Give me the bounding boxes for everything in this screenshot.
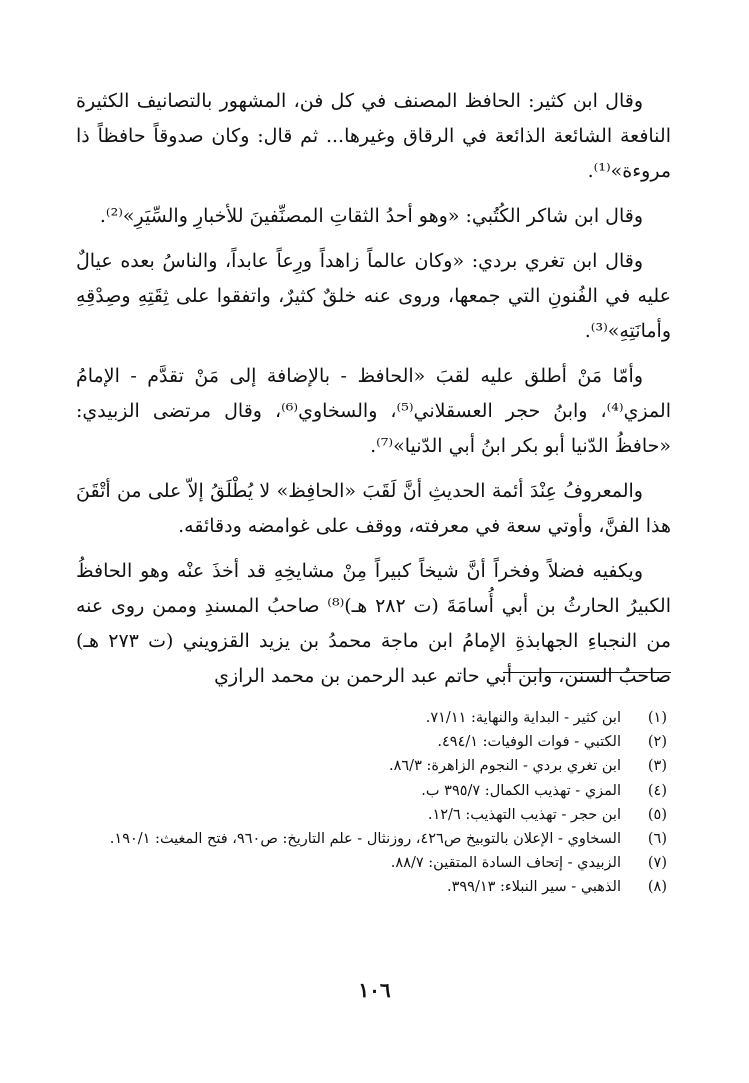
footnote-number: (٤) (647, 782, 667, 799)
footnote-number: (٦) (647, 831, 667, 848)
paragraph-students: ويكفيه فضلاً وفخراً أنَّ شيخاً كبيراً مِنْ مشايخِهِ قد أخذَ عنْه وهو الحافظُ الكبيرُ الحارثُ بن أبي أُسامَةَ (ت ٢٨٢ هـ)⁽⁸⁾ صاحبُ المسندِ وممن روى عنه من النجباءِ الجهابذةِ الإمامُ ابن ماجة محمدُ بن يزيد القزويني (ت ٢٧٣ هـ) صاحبُ السنن، وابن أبي حاتم عبد الرحمن بن محمد الرازي (76, 560, 671, 687)
footnote (80, 706, 667, 730)
footnote-text: السخاوي - الإعلان بالتوبيخ ص٤٢٦، روزنثال - علم التاريخ: ص٩٦٠، فتح المغيث: ١٩٠/١. (109, 831, 621, 848)
footnote-number: (٥) (647, 806, 667, 823)
footnote-separator (503, 672, 671, 673)
footnote-text: ابن كثير - البداية والنهاية: ٧١/١١. (425, 710, 621, 726)
paragraph-hafiz-definition: والمعروفُ عِنْدَ أئمة الحديثِ أنَّ لَقَبَ «الحافِظ» لا يُطْلَقُ إلاّ على من أتْقَنَ هذا الفنَّ، وأوتي سعة في معرفته، ووقف على غوامضه ودقائقه. (76, 480, 671, 537)
footnote-number: (٣) (647, 758, 667, 775)
paragraph-ibn-kathir: وقال ابن كثير: الحافظ المصنف في كل فن، المشهور بالتصانيف الكثيرة النافعة الشائعة الذائعة في الرقاق وغيرها... ثم قال: وكان صدوقاً حافظاً ذا مروءة»⁽¹⁾. (76, 90, 671, 182)
footnote (80, 730, 667, 754)
footnote-number: (٨) (647, 879, 667, 896)
footnote-number: (٢) (647, 734, 667, 751)
footnote-text: ابن حجر - تهذيب التهذيب: ١٢/٦. (427, 806, 621, 823)
footnote-text: الكتبي - فوات الوفيات: ٤٩٤/١. (437, 734, 621, 751)
footnote-text: الزبيدي - إتحاف السادة المتقين: ٨٨/٧. (390, 855, 621, 872)
footnote (80, 851, 667, 875)
footnote (80, 754, 667, 778)
footnote (80, 779, 667, 803)
footnote-text: ابن تغري بردي - النجوم الزاهرة: ٨٦/٣. (389, 758, 621, 775)
footnotes-list (80, 706, 667, 900)
footnote (80, 875, 667, 899)
footnote-number: (١) (647, 710, 667, 726)
footnote-number: (٧) (647, 855, 667, 872)
paragraph-ibn-shakir: وقال ابن شاكر الكُتُبي: «وهو أحدُ الثقاتِ المصنِّفينَ للأخبارِ والسِّيَرِ»⁽²⁾. (99, 205, 643, 227)
page-number: ١٠٦ (358, 978, 391, 1002)
footnote-text: الذهبي - سير النبلاء: ٣٩٩/١٣. (446, 879, 621, 896)
footnote (80, 803, 667, 827)
paragraph-hafiz-title: وأمّا مَنْ أطلق عليه لقبَ «الحافظ - بالإضافة إلى مَنْ تقدَّم - الإمامُ المزي⁽⁴⁾، وابنُ حجر العسقلاني⁽⁵⁾، والسخاوي⁽⁶⁾، وقال مرتضى الزبيدي: «حافظُ الدّنيا أبو بكر ابنُ أبي الدّنيا»⁽⁷⁾. (76, 365, 671, 457)
footnote (80, 827, 667, 851)
footnote-text: المزي - تهذيب الكمال: ٣٩٥/٧ ب. (421, 782, 621, 799)
paragraph-ibn-taghri-birdi: وقال ابن تغري بردي: «وكان عالماً زاهداً ورِعاً عابداً، والناسُ بعده عيالٌ عليه في الفُنونِ التي جمعها، وروى عنه خلقٌ كثيرٌ، واتفقوا على ثِقَتِهِ وصِدْقِهِ وأمانَتِهِ»⁽³⁾. (76, 250, 671, 342)
main-text (76, 84, 671, 704)
